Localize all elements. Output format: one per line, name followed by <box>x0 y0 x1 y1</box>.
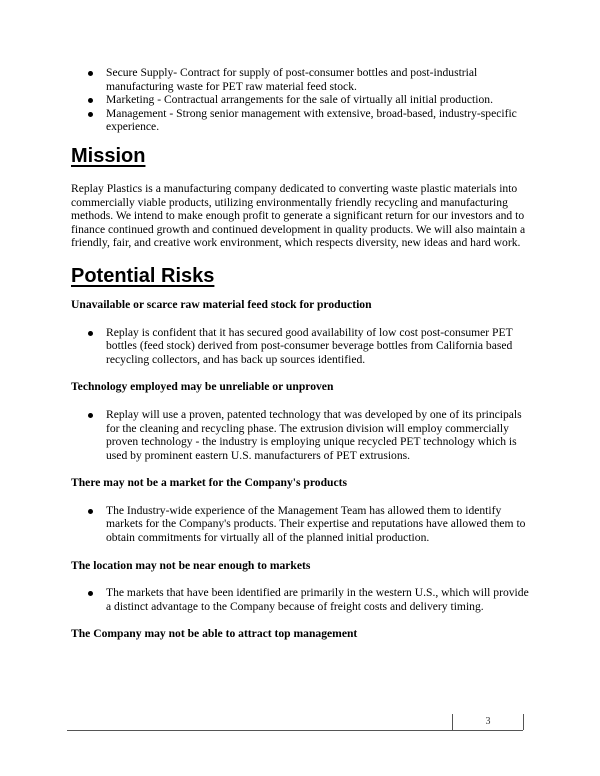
risk-bullet-list <box>71 586 533 613</box>
list-item <box>71 107 533 134</box>
risk-title: Technology employed may be unreliable or unproven <box>71 380 334 394</box>
bullet-icon <box>88 413 93 418</box>
bullet-text: Secure Supply- Contract for supply of post-consumer bottles and post-industrial manufacturing waste for PET raw material feed stock. <box>106 66 478 93</box>
bullet-text: Marketing - Contractual arrangements for the sale of virtually all initial production. <box>106 93 493 107</box>
bullet-icon <box>88 112 93 117</box>
bullet-text: The Industry-wide experience of the Management Team has allowed them to identify markets for the Company's products. Their expertise and reputations have allowed them to obtain commitments for virtually all of the planned initial production. <box>106 503 526 545</box>
bullet-text: Replay will use a proven, patented technology that was developed by one of its principals for the cleaning and recycling phase. The extrusion division will employ commercially proven technology - the industry is employing unique recycled PET technology which is used by prominent eastern U.S. manufacturers of PET extrusions. <box>106 407 522 462</box>
risk-title: Unavailable or scarce raw material feed stock for production <box>71 297 372 311</box>
bullet-text: Management - Strong senior management with extensive, broad-based, industry-specific experience. <box>106 106 517 134</box>
list-item <box>71 93 533 107</box>
potential-risks-heading: Potential Risks <box>71 264 215 287</box>
risk-title: The Company may not be able to attract top management <box>71 627 358 641</box>
bullet-text: The markets that have been identified are primarily in the western U.S., which will provide a distinct advantage to the Company because of freight costs and delivery timing. <box>106 586 529 613</box>
bullet-icon <box>88 98 93 103</box>
risk-title: The location may not be near enough to markets <box>71 558 311 572</box>
mission-paragraph: Replay Plastics is a manufacturing company dedicated to converting waste plastic materials into commercially viable products, utilizing environmentally friendly recycling and manufacturing methods. We intend to make enough profit to generate a significant return for our investors and to finance continued growth and continued development in quality products. We will also maintain a friendly, fair, and creative work environment, which respects diversity, new ideas and hard work. <box>71 181 526 250</box>
top-bullet-list <box>71 66 533 134</box>
list-item <box>71 504 533 545</box>
page-content <box>71 66 533 641</box>
list-item <box>71 586 533 613</box>
bullet-icon <box>88 509 93 514</box>
bullet-icon <box>88 331 93 336</box>
mission-heading: Mission <box>71 144 146 167</box>
risk-bullet-list <box>71 408 533 462</box>
list-item <box>71 326 533 367</box>
bullet-icon <box>88 591 93 596</box>
risk-bullet-list <box>71 326 533 367</box>
bullet-icon <box>88 71 93 76</box>
footer-divider <box>67 730 523 731</box>
list-item <box>71 66 533 93</box>
risk-title: There may not be a market for the Company's products <box>71 476 347 490</box>
page-number: 3 <box>452 714 524 730</box>
list-item <box>71 408 533 462</box>
risk-bullet-list <box>71 504 533 545</box>
bullet-text: Replay is confident that it has secured good availability of low cost post-consumer PET bottles (feed stock) derived from post-consumer beverage bottles from California based recycling collectors, and has back up sources identified. <box>106 325 513 366</box>
